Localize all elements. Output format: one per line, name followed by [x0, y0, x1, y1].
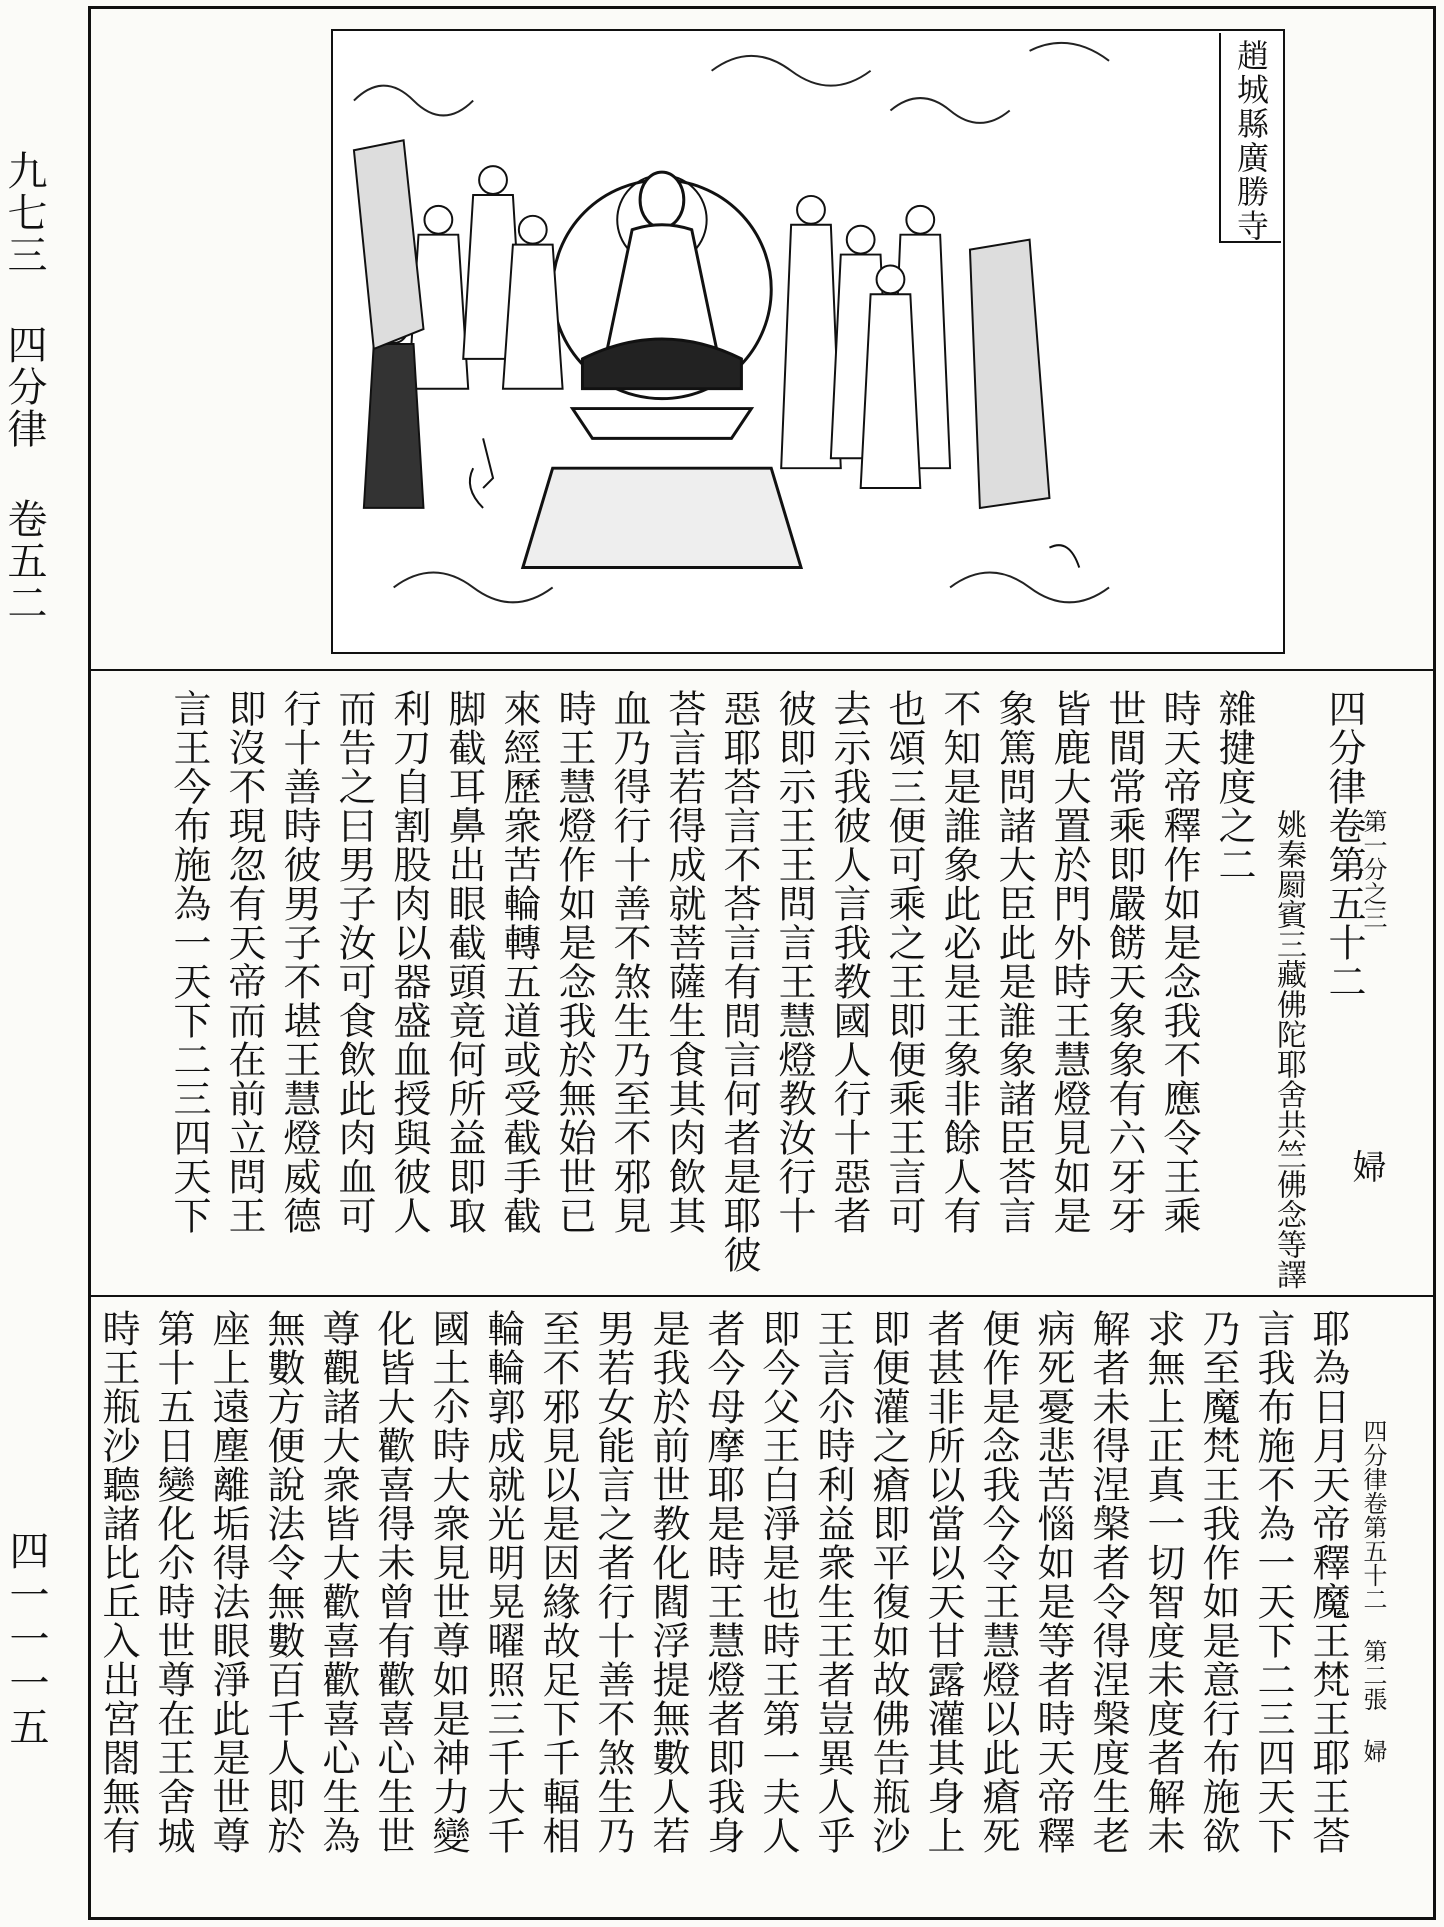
- text-column: 者甚非所以當以天甘露灌其身上: [921, 1309, 965, 1855]
- text-column: 是我於前世教化閻浮提無數人若: [646, 1309, 690, 1855]
- text-column: 座上遠塵離垢得法眼淨此是世尊: [206, 1309, 250, 1855]
- text-column: 血乃得行十善不煞生乃至不邪見: [607, 689, 651, 1235]
- text-column: 乃至魔梵王我作如是意行布施欲: [1196, 1309, 1240, 1855]
- text-column: 時王慧燈作如是念我於無始世已: [552, 689, 596, 1235]
- left-margin-page-number: 四一一一五: [3, 1530, 49, 1750]
- text-column: 解者未得涅槃者令得涅槃度生老: [1086, 1309, 1130, 1855]
- section-marker: 第一分之三: [1359, 809, 1387, 929]
- text-column: 行十善時彼男子不堪王慧燈威德: [277, 689, 321, 1235]
- left-margin-label: 九七三 四分律 卷五二: [1, 150, 47, 624]
- text-column: 即便灌之瘡即平復如故佛告瓶沙: [866, 1309, 910, 1855]
- text-column: 者今母摩耶是時王慧燈者即我身: [701, 1309, 745, 1855]
- text-column: 也頌三便可乘之王即便乘王言可: [882, 689, 926, 1235]
- text-column: 荅言若得成就菩薩生食其肉飲其: [662, 689, 706, 1235]
- temple-label-text: 趙城縣廣勝寺: [1232, 39, 1270, 243]
- text-column: 王言尒時利益衆生王者豈異人乎: [811, 1309, 855, 1855]
- sutra-title: 四分律卷第五十二: [1322, 689, 1366, 1001]
- text-column: 象篤問諸大臣此是誰象諸臣荅言: [992, 689, 1036, 1235]
- text-column: 尊觀諸大衆皆大歡喜歡喜心生為: [316, 1309, 360, 1855]
- chapter-title: 雜揵度之二: [1212, 689, 1256, 884]
- text-column: 不知是誰象此必是王象非餘人有: [937, 689, 981, 1235]
- page-header: 四分律卷第五十二 第二張 婦: [1359, 1419, 1387, 1763]
- text-panel-2: [96, 1309, 1391, 1909]
- buddha-assembly-illustration: [333, 31, 1283, 652]
- text-column: 利刀自割股肉以器盛血授與彼人: [387, 689, 431, 1235]
- text-column: 病死憂悲苦惱如是等者時天帝釋: [1031, 1309, 1075, 1855]
- text-column: 輪輪郭成就光明晃曜照三千大千: [481, 1309, 525, 1855]
- text-column: 求無上正真一切智度未度者解未: [1141, 1309, 1185, 1855]
- text-column: 無數方便說法令無數百千人即於: [261, 1309, 305, 1855]
- text-column: 耶為日月天帝釋魔王梵王耶王荅: [1306, 1309, 1350, 1855]
- text-column: 時天帝釋作如是念我不應令王乘: [1157, 689, 1201, 1235]
- text-column: 來經歷衆苦輪轉五道或受截手截: [497, 689, 541, 1235]
- temple-label: [1219, 33, 1281, 243]
- text-column: 世間常乘即嚴餝天象象有六牙牙: [1102, 689, 1146, 1235]
- text-column: 而告之曰男子汝可食飲此肉血可: [332, 689, 376, 1235]
- divider-middle: [91, 1295, 1433, 1297]
- text-column: 脚截耳鼻出眼截頭竟何所益即取: [442, 689, 486, 1235]
- panel2-columns: [90, 1309, 1355, 1855]
- text-column: 言我布施不為一天下二三四天下: [1251, 1309, 1295, 1855]
- text-column: 至不邪見以是因緣故足下千輻相: [536, 1309, 580, 1855]
- text-column: 第十五日變化尒時世尊在王舍城: [151, 1309, 195, 1855]
- panel1-columns: [161, 689, 1371, 1289]
- text-column: 便作是念我今令王慧燈以此瘡死: [976, 1309, 1020, 1855]
- text-column: 國土尒時大衆見世尊如是神力變: [426, 1309, 470, 1855]
- text-column: 皆鹿大置於門外時王慧燈見如是: [1047, 689, 1091, 1235]
- text-column: 去示我彼人言我教國人行十惡者: [827, 689, 871, 1235]
- text-column: 時王瓶沙聽諸比丘入出宮閤無有: [96, 1309, 140, 1855]
- text-column: 男若女能言之者行十善不煞生乃: [591, 1309, 635, 1855]
- text-column: 言王今布施為一天下二三四天下: [167, 689, 211, 1235]
- text-column: 彼即示王王問言王慧燈教汝行十: [772, 689, 816, 1235]
- text-column: 即今父王白淨是也時王第一夫人: [756, 1309, 800, 1855]
- text-column: 化皆大歡喜得未曾有歡喜心生世: [371, 1309, 415, 1855]
- illustration-panel: [331, 29, 1285, 654]
- page-frame: [88, 6, 1436, 1920]
- seated-buddha-icon: [523, 172, 801, 567]
- text-column: 即沒不現忽有天帝而在前立問王: [222, 689, 266, 1235]
- volume-tag: 婦: [1346, 1149, 1386, 1183]
- translator-byline: 姚秦罽賓三藏佛陀耶舍共竺佛念等譯: [1271, 809, 1306, 1289]
- divider-top: [91, 669, 1433, 671]
- text-column: 惡耶荅言不荅言有問言何者是耶彼: [717, 689, 761, 1274]
- text-panel-1: [131, 689, 1391, 1289]
